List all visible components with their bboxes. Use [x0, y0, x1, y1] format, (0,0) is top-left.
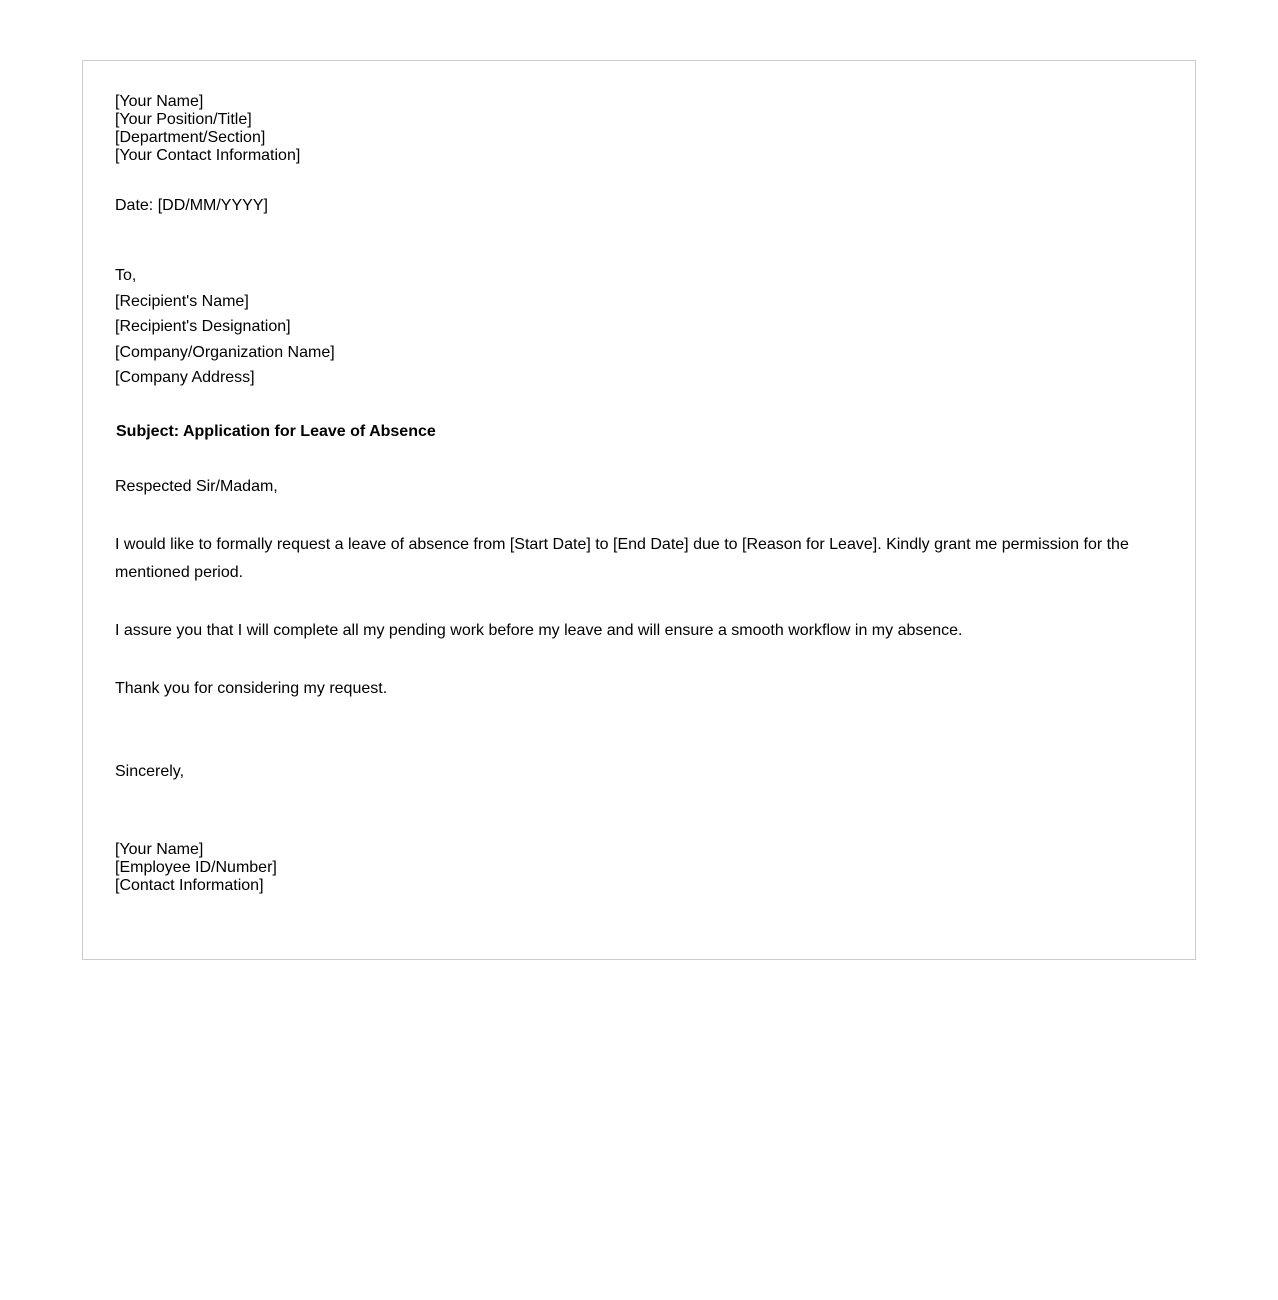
- recipient-name: [Recipient's Name]: [115, 292, 249, 310]
- letter-closing: Sincerely,: [115, 763, 185, 780]
- signature-contact: [Contact Information]: [115, 877, 264, 894]
- sender-block: [115, 93, 300, 165]
- letter-date: Date: [DD/MM/YYYY]: [115, 197, 268, 214]
- body-paragraph-3: Thank you for considering my request.: [115, 680, 388, 697]
- sender-name: [Your Name]: [115, 93, 204, 110]
- body-paragraph-2: I assure you that I will complete all my pending work before my leave and will ensure a smooth workflow in my absence.: [115, 622, 963, 639]
- signature-block: [115, 841, 277, 895]
- body-paragraph-1: I would like to formally request a leave of absence from [Start Date] to [End Date] due to [Reason for Leave]. Kindly grant me permission for the mentioned period.: [115, 536, 1129, 581]
- signature-name: [Your Name]: [115, 841, 204, 858]
- recipient-to: To,: [115, 267, 137, 284]
- recipient-block: [115, 263, 335, 391]
- letter-page: [82, 60, 1196, 960]
- letter-greeting: Respected Sir/Madam,: [115, 478, 278, 495]
- signature-employee-id: [Employee ID/Number]: [115, 859, 277, 876]
- sender-contact: [Your Contact Information]: [115, 147, 301, 164]
- recipient-address: [Company Address]: [115, 369, 255, 386]
- recipient-designation: [Recipient's Designation]: [115, 318, 291, 335]
- sender-position: [Your Position/Title]: [115, 111, 252, 128]
- letter-subject: Subject: Application for Leave of Absence: [116, 423, 436, 440]
- sender-department: [Department/Section]: [115, 129, 266, 146]
- recipient-company: [Company/Organization Name]: [115, 343, 335, 361]
